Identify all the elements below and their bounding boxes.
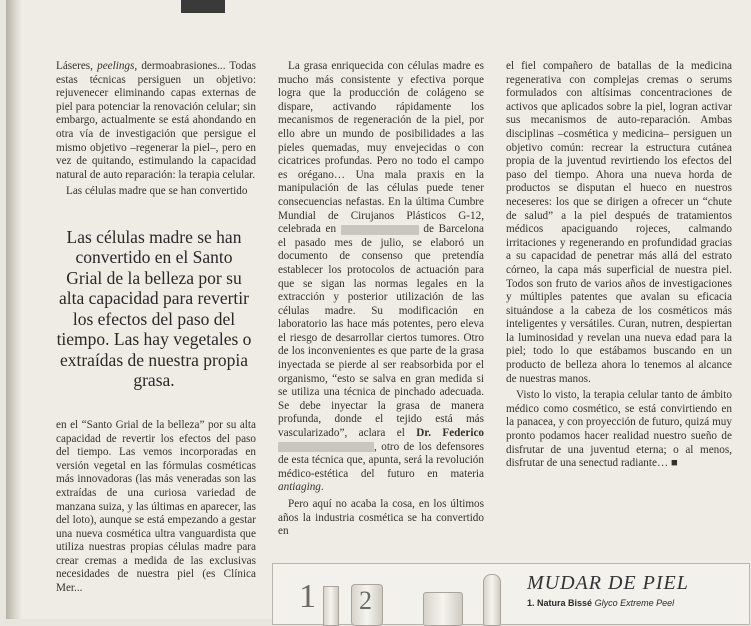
product-number: 1: [299, 578, 316, 615]
article-column-1: [56, 60, 256, 599]
magazine-page: [6, 0, 751, 619]
redacted-text: [278, 442, 374, 452]
product-box: [272, 563, 750, 625]
paragraph: Visto lo visto, la terapia celular tanto de ámbito médico como cosmético, se está convirtiendo en la panacea, y con proyección de futuro, quizá muy pronto podamos hacer realidad nuestro sueño de disfrutar de una juventud eterna; o al menos, disfrutar de una senectud radiante… ■: [506, 389, 732, 470]
paragraph: Láseres, peelings, dermoabrasiones... Todas estas técnicas persiguen un objetivo: rejuvenecer eliminando capas externas de piel para potenciar la renovación celular; sin embargo, actualmente se está ahondando en otra vía de investigación que persigue el mismo objetivo –regenerar la piel–, pero en vez de quitando, estimulando la capacidad natural de auto reparación: la terapia celular.: [56, 60, 256, 181]
doctor-name: Dr. Federico: [416, 427, 485, 440]
pull-quote: Las células madre se han convertido en el Santo Grial de la belleza por su alta capacidad para revertir los efectos del paso del tiempo. Las hay vegetales o extraídas de nuestra propia grasa.: [56, 226, 252, 391]
article-column-2: [278, 60, 484, 542]
product-bottle-image: [323, 586, 339, 626]
product-box-image: [423, 592, 463, 626]
redacted-text: [341, 225, 419, 235]
paragraph: en el “Santo Grial de la belleza” por su alta capacidad de revertir los efectos del paso del tiempo. Las vemos incorporadas en versión vegetal en las fórmulas cosméticas más innovadoras (las más veneradas son las extraídas de una curiosa variedad de manzana suiza, y las últimas en aparecer, las del loto), aunque se está empezando a gestar una nueva cosmética ultra vanguardista que utiliza nuestras propias células madre para crear cremas a medida de las exclusivas necesidades de nuestra piel (es Clínica Mer...: [56, 418, 256, 595]
article-column-3: [506, 60, 732, 474]
top-color-block: [181, 0, 225, 13]
paragraph: el fiel compañero de batallas de la medicina regenerativa con complejas cremas o serums formulados con altísimas concentraciones de activos que aplicados sobre la piel, logran activar sus mecanismos de auto-reparación. Ambas disciplinas –cosmética y medicina– persiguen un objetivo común: recrear la estructura cutánea propia de la juventud revirtiendo los efectos del paso del tiempo. Ahora una nueva horda de productos se disputan el hueco en nuestros neceseres: los que se dirigen a ofrecer un “chute de salud” a la piel después de tratamientos médicos apaciguando rojeces, calmando irritaciones y regenerando en profundidad gracias a su capacidad de penetrar más allá del estrato córneo, la capa más superficial de nuestra piel. Todos son fruto de varios años de investigaciones y múltiples patentes que avalan su eficacia situándose a la cabeza de los cosméticos más inteligentes y versátiles. Curan, nutren, despiertan la luminosidad y revelan una nueva edad para la piel; todo lo que estábamos buscando en un producto de belleza ahora lo tenemos al alcance de nuestras manos.: [506, 60, 732, 385]
paragraph: Pero aquí no acaba la cosa, en los últimos años la industria cosmética se ha convertido en: [278, 498, 484, 538]
product-dropper-image: [483, 574, 501, 626]
page-spine-shadow: [6, 0, 22, 619]
box-title: MUDAR DE PIEL: [527, 572, 689, 594]
paragraph: Las células madre que se han convertido: [66, 185, 248, 198]
end-mark: ■: [670, 457, 678, 470]
product-number: 2: [359, 586, 372, 615]
product-item: 1. Natura Bissé Glyco Extreme Peel: [527, 598, 675, 608]
paragraph: La grasa enriquecida con células madre es mucho más consistente y efectiva porque logra que la producción de colágeno se dispare, activando rápidamente los mecanismos de regeneración de la piel, por ello abre un mundo de posibilidades a las pieles quemadas, muy envejecidas o con cicatrices profundas. Pero no todo el campo es orégano… Una mala praxis en la manipulación de las células puede tener consecuencias nefastas. En la última Cumbre Mundial de Cirujanos Plásticos G-12, celebrada en de Barcelona el pasado mes de julio, se elaboró un documento de consenso que pretendía establecer los protocolos de actuación para que se sigan las normas legales en la extracción y posterior utilización de las células madre. Su modificación en laboratorio las hace más potentes, pero eleva el riesgo de desarrollar ciertos tumores. Otro de los inconvenientes es que parte de la grasa inyectada se pierde al ser reabsorbida por el organismo, “esto se salva en gran medida si se utiliza una técnica de pinchado adecuada. Se debe inyectar la grasa de manera profunda, donde el tejido está más vascularizado”, aclara el Dr. Federico , otro de los defensores de esta técnica que, apunta, será la revolución médico-estética del futuro en materia antiaging.: [278, 60, 485, 494]
